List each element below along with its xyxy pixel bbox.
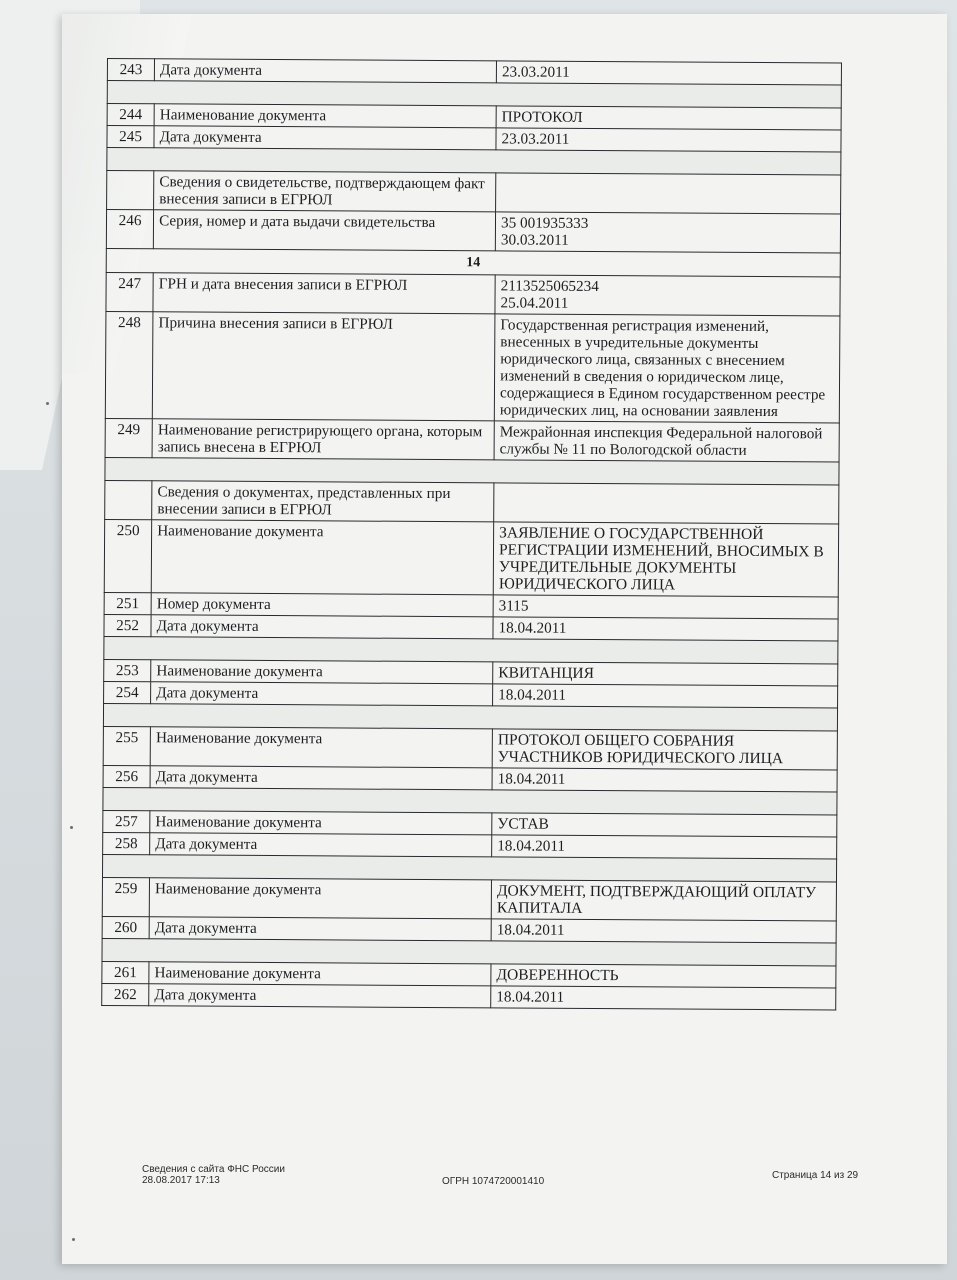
row-value: 18.04.2011	[493, 617, 838, 641]
row-value: КВИТАНЦИЯ	[493, 662, 838, 686]
table-row	[102, 877, 836, 920]
egrul-table	[101, 58, 842, 1010]
row-number: 262	[102, 983, 149, 1005]
value-line: 2113525065234	[500, 277, 599, 296]
row-number: 247	[106, 272, 153, 311]
row-label: Наименование регистрирующего органа, которым запись внесена в ЕГРЮЛ	[152, 419, 494, 460]
row-value: ПРОТОКОЛ	[496, 106, 841, 130]
row-label: Наименование документа	[150, 811, 492, 835]
footer-source-line: Сведения с сайта ФНС России	[142, 1164, 285, 1175]
row-label: Номер документа	[151, 593, 493, 617]
row-value: 18.04.2011	[491, 919, 836, 943]
section-header-row	[105, 480, 839, 523]
row-number: 244	[107, 104, 154, 126]
row-number: 258	[103, 832, 150, 854]
footer-ogrn: ОГРН 1074720001410	[442, 1176, 545, 1187]
row-label: Дата документа	[149, 917, 491, 941]
row-value: ЗАЯВЛЕНИЕ О ГОСУДАРСТВЕННОЙ РЕГИСТРАЦИИ ИЗМЕНЕНИЙ, ВНОСИМЫХ В УЧРЕДИТЕЛЬНЫЕ ДОКУМЕНТЫ ЮРИДИЧЕСКОГО ЛИЦА	[493, 522, 838, 597]
row-value: ДОКУМЕНТ, ПОДТВЕРЖДАЮЩИЙ ОПЛАТУ КАПИТАЛА	[491, 880, 836, 921]
row-value: ПРОТОКОЛ ОБЩЕГО СОБРАНИЯ УЧАСТНИКОВ ЮРИДИЧЕСКОГО ЛИЦА	[492, 729, 837, 770]
row-label: Дата документа	[150, 766, 492, 790]
paper-speck	[72, 1238, 75, 1241]
table-row	[106, 210, 840, 253]
paper-speck	[46, 402, 49, 405]
row-label: ГРН и дата внесения записи в ЕГРЮЛ	[153, 273, 495, 314]
section-header-row	[107, 171, 841, 214]
table-row	[105, 418, 839, 461]
row-label: Наименование документа	[151, 660, 493, 684]
footer-date: 28.08.2017 17:13	[142, 1175, 220, 1186]
row-value: 3115	[493, 595, 838, 619]
row-label: Наименование документа	[149, 878, 491, 919]
value-line: 30.03.2011	[500, 231, 569, 249]
row-number: 248	[105, 311, 153, 418]
row-label: Наименование документа	[149, 962, 491, 986]
row-label: Дата документа	[154, 126, 496, 150]
row-number: 243	[107, 59, 154, 81]
row-value: 23.03.2011	[496, 61, 841, 85]
documents-header: Сведения о документах, представленных при внесении записи в ЕГРЮЛ	[152, 481, 494, 522]
row-number: 249	[105, 418, 152, 457]
row-value: ДОВЕРЕННОСТЬ	[491, 964, 836, 988]
table-row	[102, 983, 836, 1009]
row-number: 246	[106, 210, 153, 249]
document-page	[62, 14, 947, 1264]
row-value: 18.04.2011	[491, 986, 836, 1010]
row-number: 257	[103, 810, 150, 832]
table-row	[106, 272, 840, 315]
paper-speck	[70, 826, 73, 829]
row-number: 255	[103, 726, 150, 765]
row-number: 254	[104, 681, 151, 703]
certificate-header: Сведения о свидетельстве, подтверждающем факт внесения записи в ЕГРЮЛ	[154, 171, 496, 212]
row-value: 18.04.2011	[492, 835, 837, 859]
value-line: 35 001935333	[500, 214, 589, 232]
value-line: 25.04.2011	[500, 294, 569, 312]
row-number: 261	[102, 961, 149, 983]
footer-source	[142, 1164, 362, 1186]
row-value: 18.04.2011	[492, 768, 837, 792]
row-label: Дата документа	[151, 682, 493, 706]
row-number: 253	[104, 659, 151, 681]
row-value: УСТАВ	[492, 813, 837, 837]
row-label: Дата документа	[150, 833, 492, 857]
row-label: Дата документа	[151, 615, 493, 639]
row-label: Дата документа	[154, 59, 496, 83]
row-value	[495, 212, 840, 253]
table-row	[105, 311, 840, 422]
row-label: Дата документа	[149, 984, 491, 1008]
row-label: Наименование документа	[151, 520, 493, 595]
footer-page-number: Страница 14 из 29	[772, 1170, 859, 1181]
row-number: 260	[102, 916, 149, 938]
row-number: 256	[103, 765, 150, 787]
table-row	[104, 519, 838, 596]
row-label: Наименование документа	[150, 727, 492, 768]
row-value: Межрайонная инспекция Федеральной налоговой службы № 11 по Вологодской области	[494, 421, 839, 462]
row-number: 259	[102, 877, 149, 916]
row-number: 250	[104, 519, 152, 592]
row-number: 252	[104, 614, 151, 636]
row-value: 18.04.2011	[493, 684, 838, 708]
row-number: 251	[104, 592, 151, 614]
row-value: 23.03.2011	[496, 128, 841, 152]
table-row	[103, 726, 837, 769]
row-label: Серия, номер и дата выдачи свидетельства	[153, 210, 495, 251]
section-number: 14	[106, 248, 840, 276]
row-value	[495, 275, 840, 316]
row-value: Государственная регистрация изменений, внесенных в учредительные документы юридического лица, связанных с внесением изменений в сведения о юридическом лице, содержащиеся в Едином государственном реестре юридических лиц, на основании заявления	[494, 314, 840, 423]
row-number: 245	[107, 126, 154, 148]
row-label: Наименование документа	[154, 104, 496, 128]
row-label: Причина внесения записи в ЕГРЮЛ	[152, 312, 495, 421]
